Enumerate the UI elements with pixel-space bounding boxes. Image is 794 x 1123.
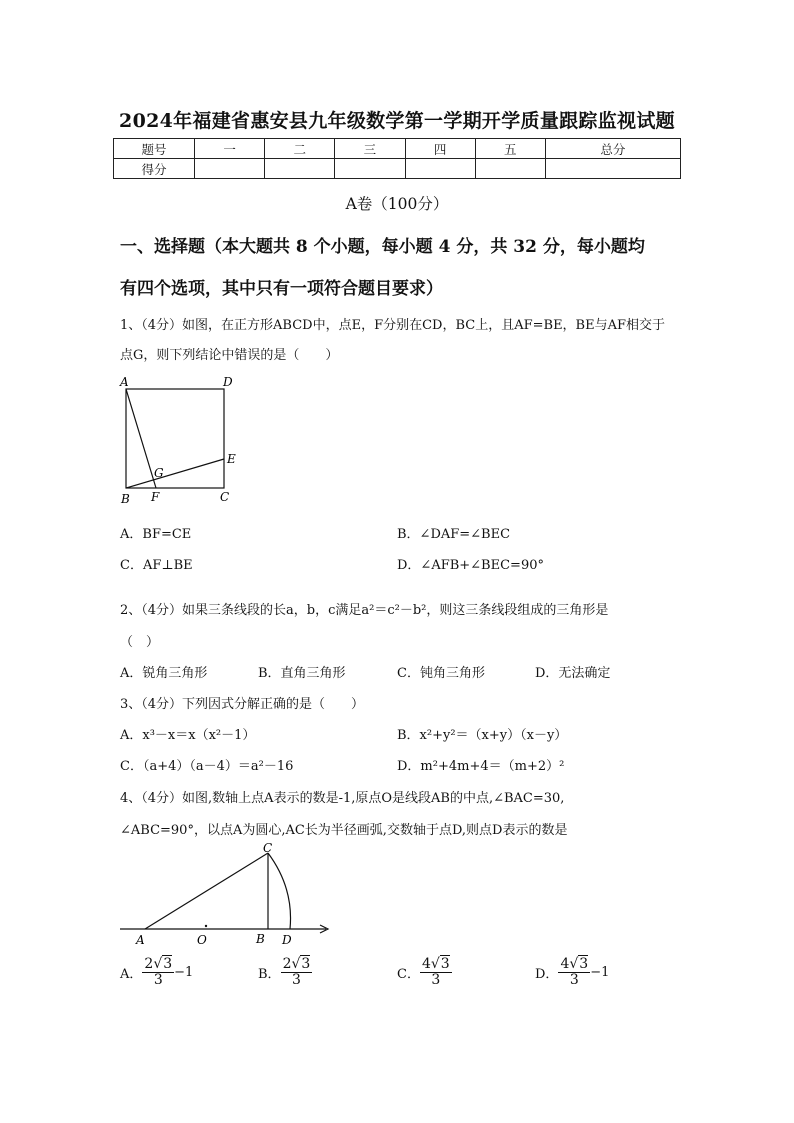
label-c: C — [220, 490, 230, 504]
label-a: A — [136, 933, 145, 947]
q3-option-d[interactable]: D．m²+4m+4＝（m+2）² — [397, 759, 565, 774]
sqrt-sign: √ — [291, 956, 301, 972]
label-g: G — [154, 466, 164, 480]
label-e: E — [227, 452, 236, 466]
arc-cd — [268, 853, 291, 929]
score-cell[interactable] — [405, 159, 475, 179]
score-table-header-row — [114, 139, 681, 159]
sqrt-sign: √ — [153, 956, 163, 972]
q1-option-c[interactable]: C．AF⊥BE — [120, 558, 193, 573]
section-heading-line1: 一、选择题（本大题共 8 个小题，每小题 4 分，共 32 分，每小题均 — [120, 237, 645, 257]
page-title: 2024年福建省惠安县九年级数学第一学期开学质量跟踪监视试题 — [119, 110, 675, 132]
q4-option-d[interactable] — [535, 957, 609, 989]
option-letter: C． — [397, 967, 420, 983]
option-letter: B． — [258, 967, 281, 983]
point-o — [205, 925, 207, 927]
q4-option-a[interactable] — [120, 957, 193, 989]
score-header-cell: 三 — [335, 139, 405, 159]
q2-option-b[interactable]: B．直角三角形 — [258, 666, 346, 681]
score-header-cell: 总分 — [545, 139, 680, 159]
score-header-cell: 题号 — [114, 139, 195, 159]
score-header-cell: 五 — [475, 139, 545, 159]
label-f: F — [151, 490, 160, 504]
sqrt-sign: √ — [430, 956, 440, 972]
radicand: 3 — [579, 956, 589, 972]
denominator: 3 — [291, 972, 301, 989]
q1-stem-line1: 1、（4分）如图，在正方形ABCD中，点E，F分别在CD，BC上，且AF=BE，BE与AF相交于 — [120, 318, 666, 333]
q2-option-d[interactable]: D．无法确定 — [535, 666, 611, 681]
q4-option-b[interactable] — [258, 957, 312, 989]
q3-option-a[interactable]: A．x³－x＝x（x²－1） — [120, 728, 256, 743]
numerator-coef: 2 — [144, 956, 154, 972]
score-header-cell: 一 — [195, 139, 265, 159]
option-tail: −1 — [590, 965, 610, 981]
numerator-coef: 4 — [560, 956, 570, 972]
score-cell[interactable] — [545, 159, 680, 179]
label-b: B — [121, 492, 130, 506]
q4-option-c[interactable] — [397, 957, 452, 989]
label-o: O — [197, 933, 207, 947]
score-cell[interactable] — [475, 159, 545, 179]
option-letter: D． — [535, 967, 559, 983]
q4-stem-line2: ∠ABC=90°，以点A为圆心,AC长为半径画弧,交数轴于点D,则点D表示的数是 — [120, 823, 568, 838]
denominator: 3 — [153, 972, 163, 989]
q3-option-b[interactable]: B．x²+y²＝（x+y）（x－y） — [397, 728, 568, 743]
q1-square-figure — [116, 372, 246, 510]
label-d: D — [282, 933, 292, 947]
label-d: D — [223, 375, 233, 389]
q3-option-c[interactable]: C．（a+4）（a－4）＝a²－16 — [120, 759, 294, 774]
denominator: 3 — [431, 972, 441, 989]
segment-ac — [145, 853, 268, 929]
fraction — [558, 957, 590, 989]
fraction — [281, 957, 313, 989]
q1-stem-line2: 点G，则下列结论中错误的是（ ） — [120, 348, 339, 363]
q2-stem-line2: （ ） — [120, 635, 160, 650]
q2-option-a[interactable]: A．锐角三角形 — [120, 666, 208, 681]
label-a: A — [120, 375, 129, 389]
segment-be — [126, 459, 224, 488]
q1-option-d[interactable]: D．∠AFB+∠BEC=90° — [397, 558, 544, 573]
score-cell[interactable] — [335, 159, 405, 179]
section-heading-line2: 有四个选项，其中只有一项符合题目要求） — [120, 279, 443, 299]
q1-option-b[interactable]: B．∠DAF=∠BEC — [397, 527, 511, 542]
q4-number-line-figure — [116, 838, 336, 948]
sqrt-sign: √ — [569, 956, 579, 972]
score-header-cell: 二 — [265, 139, 335, 159]
option-tail: −1 — [174, 965, 194, 981]
score-table — [113, 138, 681, 179]
numerator-coef: 2 — [282, 956, 292, 972]
fraction — [420, 957, 452, 989]
radicand: 3 — [440, 956, 450, 972]
radicand: 3 — [301, 956, 311, 972]
option-letter: A． — [120, 967, 143, 983]
q3-stem: 3、（4分）下列因式分解正确的是（ ） — [120, 697, 365, 712]
q2-option-c[interactable]: C．钝角三角形 — [397, 666, 485, 681]
score-cell[interactable] — [195, 159, 265, 179]
label-c: C — [263, 841, 273, 855]
label-b: B — [256, 932, 265, 946]
volume-heading: A卷（100分） — [345, 195, 449, 213]
segment-af — [126, 389, 156, 488]
radicand: 3 — [163, 956, 173, 972]
q4-stem-line1: 4、（4分）如图,数轴上点A表示的数是-1,原点O是线段AB的中点,∠BAC=30, — [120, 791, 565, 806]
numerator-coef: 4 — [421, 956, 431, 972]
score-table-row — [114, 159, 681, 179]
q1-option-a[interactable]: A．BF=CE — [120, 527, 192, 542]
score-header-cell: 四 — [405, 139, 475, 159]
denominator: 3 — [569, 972, 579, 989]
score-row-label: 得分 — [114, 159, 195, 179]
score-cell[interactable] — [265, 159, 335, 179]
q2-stem-line1: 2、（4分）如果三条线段的长a，b，c满足a²＝c²－b²，则这三条线段组成的三角形是 — [120, 603, 609, 618]
fraction — [142, 957, 174, 989]
